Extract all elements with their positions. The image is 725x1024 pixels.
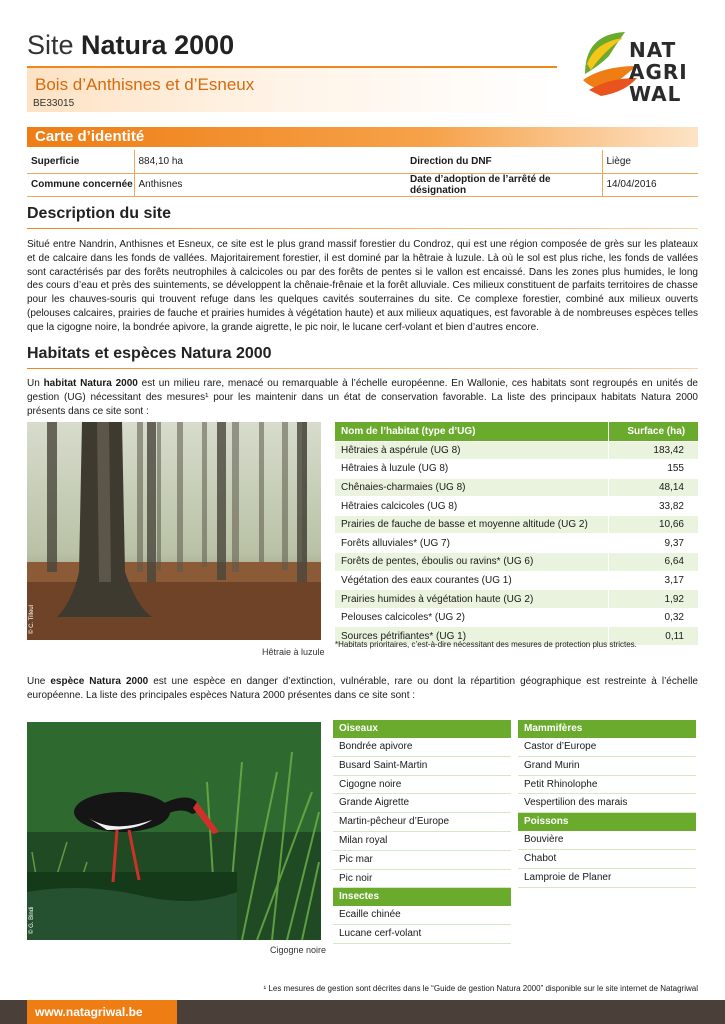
species-item: Pic noir xyxy=(333,870,511,889)
habitat-row xyxy=(335,571,698,590)
photo-credit: © C. Tilleul xyxy=(29,604,35,634)
beech-forest-image xyxy=(27,422,321,640)
species-item: Pic mar xyxy=(333,851,511,870)
site-code: BE33015 xyxy=(33,98,75,109)
habitat-surface: 3,17 xyxy=(608,571,698,590)
habitat-name: Forêts de pentes, éboulis ou ravins* (UG 6) xyxy=(335,553,608,572)
habitat-surface: 33,82 xyxy=(608,497,698,516)
habitat-name: Hêtraies à luzule (UG 8) xyxy=(335,460,608,479)
habitats-title: Habitats et espèces Natura 2000 xyxy=(27,345,272,362)
black-stork-image xyxy=(27,722,321,940)
habitat-surface: 0,32 xyxy=(608,608,698,627)
species-item: Bouvière xyxy=(518,831,696,850)
site-name: Bois d’Anthisnes et d’Esneux xyxy=(35,75,255,94)
habitat-name: Hêtraies calcicoles (UG 8) xyxy=(335,497,608,516)
species-item: Martin-pêcheur d’Europe xyxy=(333,813,511,832)
habitats-table xyxy=(335,422,698,646)
habitat-surface: 9,37 xyxy=(608,534,698,553)
habitats-intro-post: est un milieu rare, menacé ou remarquable à l’échelle européenne. En Wallonie, ces habitats sont regroupés en unités de gestion (UG) nécessitant des mesures¹ pour les maintenir dans un état de conservation favorable. La liste des principaux habitats Natura 2000 présents dans ce site sont : xyxy=(27,378,698,417)
species-item: Bondrée apivore xyxy=(333,738,511,757)
page-title xyxy=(27,30,234,61)
species-group-header: Mammifères xyxy=(518,720,696,738)
habitat-name: Chênaies-charmaies (UG 8) xyxy=(335,478,608,497)
description-rule xyxy=(27,228,698,229)
habitat-row xyxy=(335,534,698,553)
habitat-row xyxy=(335,497,698,516)
species-intro-post: est une espèce en danger d’extinction, vulnérable, rare ou dont la répartition géographique est restreinte à l’échelle européenne. La liste des principales espèces Natura 2000 présentes dans ce site sont : xyxy=(27,676,698,701)
species-item: Grande Aigrette xyxy=(333,794,511,813)
species-group-header: Insectes xyxy=(333,888,511,906)
habitat-name: Hêtraies à aspérule (UG 8) xyxy=(335,441,608,460)
natagriwal-logo xyxy=(581,26,699,112)
identity-label: Commune concernée xyxy=(27,173,134,196)
species-item: Lucane cerf-volant xyxy=(333,925,511,944)
species-group-header: Poissons xyxy=(518,813,696,831)
logo-line-3: WAL xyxy=(629,82,682,106)
habitats-note: *Habitats prioritaires, c’est-à-dire nécessitant des mesures de protection plus strictes. xyxy=(335,640,637,649)
species-item: Ecaille chinée xyxy=(333,906,511,925)
identity-label: Direction du DNF xyxy=(406,150,602,173)
habitat-surface: 155 xyxy=(608,460,698,479)
habitats-intro-bold: habitat Natura 2000 xyxy=(43,378,138,389)
habitats-intro-pre: Un xyxy=(27,378,44,389)
species-item: Chabot xyxy=(518,850,696,869)
habitat-surface: 10,66 xyxy=(608,515,698,534)
species-item: Lamproie de Planer xyxy=(518,869,696,888)
identity-value: 14/04/2016 xyxy=(602,173,698,196)
footer-url-link[interactable]: www.natagriwal.be xyxy=(35,1005,143,1019)
identity-title: Carte d’identité xyxy=(35,128,145,145)
species-group-header: Oiseaux xyxy=(333,720,511,738)
habitats-rule xyxy=(27,368,698,369)
description-title: Description du site xyxy=(27,205,172,222)
footer-url-block xyxy=(27,1000,177,1024)
footer-bar xyxy=(0,1000,725,1024)
habitat-name: Prairies humides à végétation haute (UG 2) xyxy=(335,590,608,609)
surface-header: Surface (ha) xyxy=(608,422,698,441)
title-prefix: Site xyxy=(27,30,74,60)
habitat-name: Pelouses calcicoles* (UG 2) xyxy=(335,608,608,627)
habitat-row xyxy=(335,515,698,534)
black-stork-photo xyxy=(27,722,321,940)
title-main: Natura 2000 xyxy=(81,30,235,60)
species-intro xyxy=(27,675,698,703)
habitat-surface: 48,14 xyxy=(608,478,698,497)
identity-table xyxy=(27,150,698,197)
habitats-header-row xyxy=(335,422,698,441)
habitat-name: Végétation des eaux courantes (UG 1) xyxy=(335,571,608,590)
identity-label: Superficie xyxy=(27,150,134,173)
photo-credit: © G. Bindi xyxy=(29,906,35,934)
species-intro-pre: Une xyxy=(27,676,51,687)
habitat-name: Forêts alluviales* (UG 7) xyxy=(335,534,608,553)
habitat-surface: 0,11 xyxy=(608,627,698,646)
stork-photo-caption: Cigogne noire xyxy=(270,945,327,955)
species-intro-bold: espèce Natura 2000 xyxy=(50,676,149,687)
habitat-name: Prairies de fauche de basse et moyenne altitude (UG 2) xyxy=(335,515,608,534)
species-item: Vespertilion des marais xyxy=(518,794,696,813)
identity-row xyxy=(27,150,698,173)
habitat-row xyxy=(335,590,698,609)
logo-line-2: AGRI xyxy=(629,60,688,84)
habitat-row xyxy=(335,553,698,572)
habitat-row xyxy=(335,478,698,497)
species-item: Milan royal xyxy=(333,832,511,851)
species-item: Grand Murin xyxy=(518,757,696,776)
identity-row xyxy=(27,173,698,196)
footnote: ¹ Les mesures de gestion sont décrites dans le “Guide de gestion Natura 2000” disponible sur le site internet de Natagriwal xyxy=(263,984,698,993)
species-item: Castor d’Europe xyxy=(518,738,696,757)
description-text: Situé entre Nandrin, Anthisnes et Esneux, ce site est le plus grand massif forestier du Condroz, qui est une région composée de grès sur les plateaux et de calcaire dans les fonds de vallées. Majoritairement forestier, il est dominé par la hêtraie à luzule. Là où le sol est plus riche, les fonds de vallées sont caractérisés par des forêts neutrophiles à calcicoles ou par des forêts de pentes si le vallon est encaissé. Dans les zones plus humides, le long des cours d’eau et près des suintements, se développent la chênaie-frênaie et la forêt alluviale. Ces milieux constituent de parfaits territoires de chasse pour les chauves-souris qui trouvent refuge dans les quelques cavités souterraines du site. Ce complexe forestier, combiné aux milieux ouverts (pelouses calcaires, prairies de fauche et prairies humides à végétation haute) et aux milieux aquatiques, est favorable à de nombreuses espèces telles que la cigogne noire, la bondrée apivore, la grande aigrette, le pic noir, le lucane cerf-volant et bien d’autres encore. xyxy=(27,239,698,333)
beech-photo-caption: Hêtraie à luzule xyxy=(262,647,325,657)
habitat-name: Sources pétrifiantes* (UG 1) xyxy=(335,627,608,646)
beech-forest-photo xyxy=(27,422,321,640)
habitat-surface: 1,92 xyxy=(608,590,698,609)
species-item: Petit Rhinolophe xyxy=(518,776,696,795)
species-item: Busard Saint-Martin xyxy=(333,757,511,776)
logo-line-1: NAT xyxy=(629,38,677,62)
identity-value: Liège xyxy=(602,150,698,173)
identity-value: 884,10 ha xyxy=(134,150,406,173)
subtitle-block xyxy=(27,66,557,112)
habitat-row xyxy=(335,460,698,479)
habitat-row xyxy=(335,608,698,627)
habitat-row xyxy=(335,441,698,460)
habitat-surface: 183,42 xyxy=(608,441,698,460)
species-item: Cigogne noire xyxy=(333,776,511,795)
habitats-intro xyxy=(27,377,698,418)
identity-value: Anthisnes xyxy=(134,173,406,196)
species-column-1 xyxy=(333,720,511,944)
habitat-name-header: Nom de l’habitat (type d’UG) xyxy=(335,422,608,441)
identity-section-bar xyxy=(27,127,698,147)
species-column-2 xyxy=(518,720,696,888)
identity-label: Date d’adoption de l’arrêté de désignation xyxy=(406,173,602,196)
habitat-surface: 6,64 xyxy=(608,553,698,572)
